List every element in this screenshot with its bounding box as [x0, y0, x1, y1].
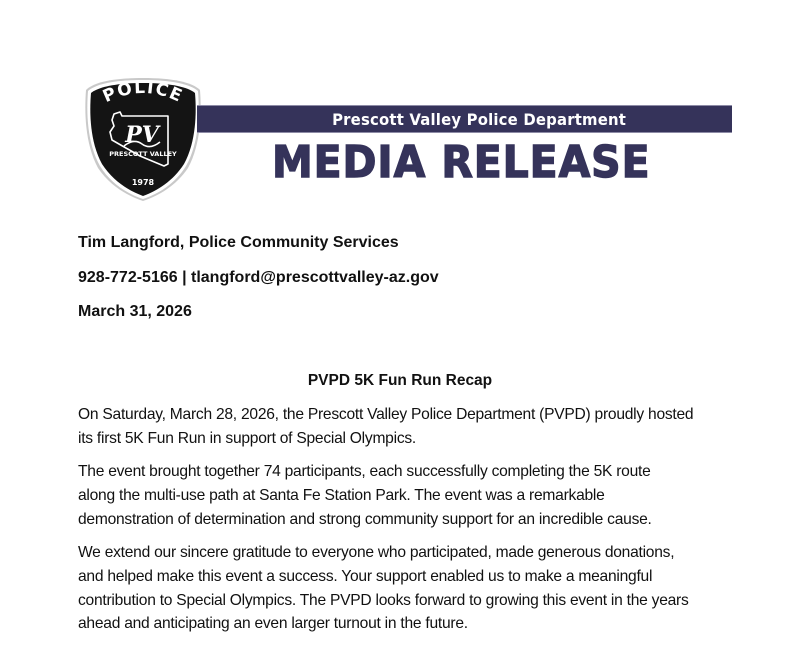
release-body	[78, 403, 758, 646]
svg-text:1978: 1978	[131, 178, 155, 187]
paragraph-line: along the multi-use path at Santa Fe Station Park. The event was a remarkable	[78, 486, 605, 504]
contact-block	[78, 232, 439, 336]
paragraph-2	[78, 460, 758, 531]
paragraph-3	[78, 541, 758, 635]
paragraph-1	[78, 403, 758, 450]
police-badge-logo	[84, 76, 202, 202]
document-type-heading: MEDIA RELEASE	[272, 137, 651, 188]
police-badge-icon	[84, 76, 202, 202]
svg-text:POLICE: POLICE	[99, 77, 187, 107]
paragraph-line: The event brought together 74 participants, each successfully completing the 5K route	[78, 463, 651, 481]
paragraph-line: demonstration of determination and strong community support for an incredible cause.	[78, 510, 652, 528]
contact-name: Tim Langford, Police Community Services	[78, 234, 399, 251]
release-date: March 31, 2026	[78, 303, 192, 320]
letterhead	[0, 0, 800, 210]
paragraph-line: contribution to Special Olympics. The PVPD looks forward to growing this event in the years	[78, 591, 689, 609]
paragraph-line: ahead and anticipating an even larger turnout in the future.	[78, 615, 468, 633]
svg-text:PV: PV	[125, 122, 159, 148]
paragraph-line: its first 5K Fun Run in support of Special Olympics.	[78, 429, 416, 447]
department-name: Prescott Valley Police Department	[332, 109, 627, 129]
contact-phone-email: 928-772-5166 | tlangford@prescottvalley-az.gov	[78, 268, 439, 286]
release-title: PVPD 5K Fun Run Recap	[307, 372, 493, 389]
department-banner	[197, 105, 732, 133]
svg-text:PRESCOTT VALLEY: PRESCOTT VALLEY	[109, 150, 177, 158]
paragraph-line: and helped make this event a success. Your support enabled us to make a meaningful	[78, 567, 653, 585]
paragraph-line: We extend our sincere gratitude to everyone who participated, made generous donations,	[78, 544, 675, 562]
paragraph-line: On Saturday, March 28, 2026, the Prescott Valley Police Department (PVPD) proudly hosted	[78, 406, 694, 423]
